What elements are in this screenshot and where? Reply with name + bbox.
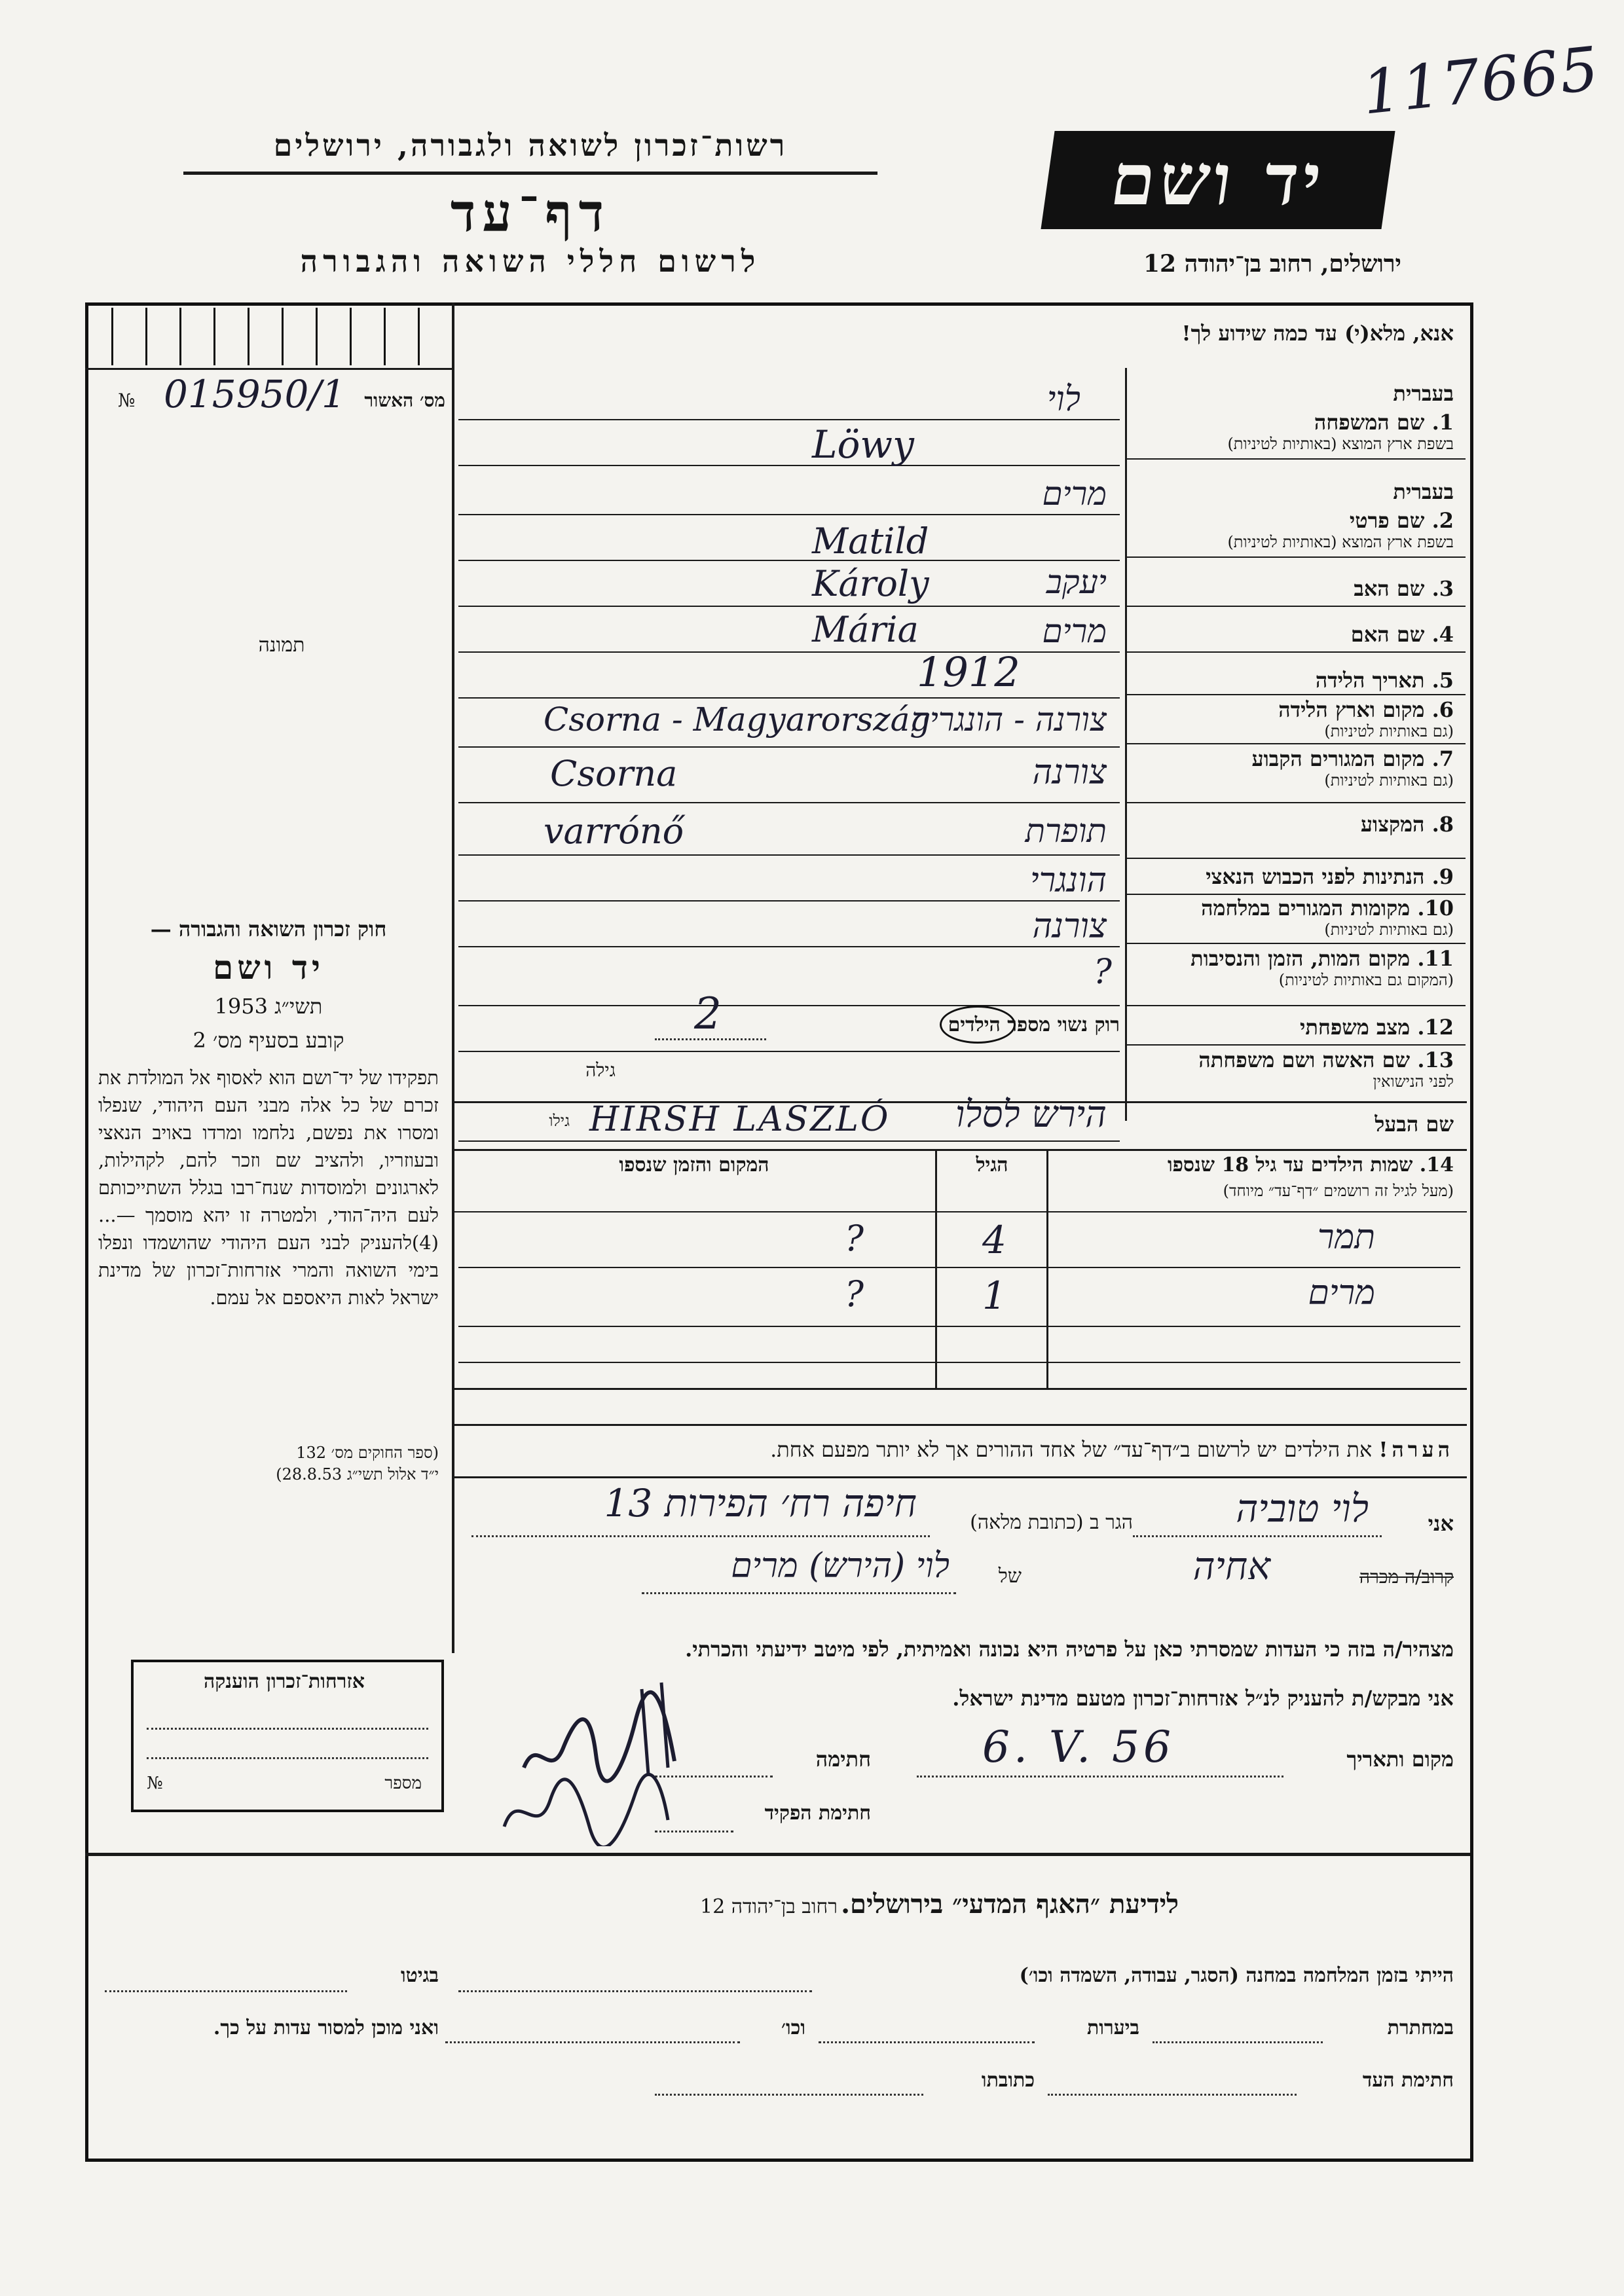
footer-heading-row [458,1889,1179,1920]
of-value: לוי (הירש) מרים [731,1546,950,1586]
footer-line2-a: במחתרת [1387,2016,1454,2039]
children-title: 14. שמות הילדים עד גיל 18 שנספו [1167,1154,1454,1176]
footer-line3-dots-2 [655,2094,923,2096]
child-place: ? [845,1273,864,1315]
declaration-statement: מצהיר/ה בזה כי העדות שמסרתי כאן על פרטיה היא נכונה ואמיתית, לפי מיטב ידיעתי והכרתי. [685,1637,1454,1662]
val-line-5 [458,606,1120,607]
field-1-label: 1. שם המשפחה [1314,410,1454,435]
reference-number: 117665 [1359,33,1603,128]
birth-year: 1912 [917,648,1020,696]
val-line-6 [458,651,1120,653]
declarant-name: לוי טוביה [1236,1486,1369,1531]
child-name: תמר [1317,1218,1375,1257]
authority-underline [183,172,877,175]
footer-line1-dots-2 [105,1990,347,1992]
children-row-sep-3 [458,1362,1460,1363]
logo-text: יד ושם [1105,139,1331,221]
field-2 [1133,479,1454,552]
row-sep-12 [1125,1044,1466,1046]
footer-line3-dots-1 [1048,2094,1297,2096]
place-date-dots [917,1776,1283,1777]
field-10: 10. מקומות המגורים במלחמה (גם באותיות לטיניות) [1201,896,1454,939]
field-6: 6. מקום וארץ הלידה (גם באותיות לטיניות) [1278,697,1454,740]
citizenship-dots-1 [147,1728,428,1730]
field-9: 9. הנתינות לפני הכבוש הנאצי [1206,864,1454,889]
children-row-sep-1 [458,1267,1460,1268]
surname-latin: Löwy [812,422,914,467]
note-line [458,1437,1454,1462]
citizenship-box [131,1660,444,1812]
val-line-4 [458,560,1120,561]
row-sep-10 [1125,943,1466,944]
field-12: 12. מצב משפחתי [1300,1015,1454,1040]
footer-line2-dots-1 [1153,2041,1323,2043]
row-sep-9 [1125,894,1466,895]
relation-value: אחיה [1192,1544,1270,1588]
place-date-label: מקום ותאריך [1346,1747,1454,1772]
father-latin: Károly [812,563,929,604]
children-count-dots [655,1038,766,1040]
note-top-line [452,1424,1467,1426]
footer-line1-b: בגיטו [400,1964,439,1987]
children-col-place: המקום והזמן שנספו [619,1154,769,1176]
row-sep-3 [1125,606,1466,607]
declaration-request: אני מבקש/ת להעניק לנ״ל אזרחות־זכרון מטעם מדינת ישראל. [952,1686,1454,1711]
mother-latin: Mária [812,609,919,650]
relation-label: קרוב/ה מכרה [1359,1566,1454,1588]
birthplace-hebrew: צורנה - הונגריה [910,701,1107,738]
footer-line2-dots-2 [819,2041,1035,2043]
val-line-2 [458,465,1120,466]
field-4: 4. שם האם [1350,622,1454,647]
surname-hebrew: לוי [1046,380,1080,419]
row-sep-2 [1125,556,1466,558]
field-1-hebrew-tag: בעברית [1393,381,1454,406]
row-sep-5 [1125,694,1466,695]
footer-line2-dots-3 [445,2041,740,2043]
row-sep-11 [1125,1005,1466,1006]
page-subtitle: לרשום חללי השואה והגבורה [300,244,761,279]
child-age: 4 [982,1218,1006,1262]
yad-vashem-logo [1041,131,1395,229]
husband-line [458,1140,1120,1142]
form-rows [1126,367,1454,1126]
wife-age-label: גילה [585,1059,616,1081]
footer-heading: לידיעת ״האגף המדעי״ בירושלים. [841,1889,1179,1920]
children-col-age-right [1046,1149,1048,1388]
child-name: מרים [1308,1273,1375,1313]
footer-line1-a: הייתי בזמן המלחמה במחנה (הסגר, עבודה, השמדה וכו׳) [1019,1964,1454,1987]
field-3: 3. שם האב [1354,576,1454,601]
val-line-11 [458,900,1120,902]
birthplace-latin: Csorna - Magyarország [544,701,931,738]
row-sep-6 [1125,743,1466,744]
field-11: 11. מקום המות, הזמן והנסיבות (המקום גם באותיות לטיניות) [1190,946,1454,989]
child-age: 1 [982,1273,1006,1318]
footer-top-line [85,1853,1470,1856]
photo-column-divider [452,302,454,1180]
address-value: חיפה רח׳ הפירות 13 [604,1481,917,1525]
citizenship-no-prefix: № [147,1774,163,1793]
law-year: תשי״ג 1953 [214,994,323,1019]
field-1-sub: בשפת ארץ המוצא (באותיות לטיניות) [1227,435,1454,453]
marital-options: רוק נשוי מספר הילדים [948,1013,1120,1036]
photo-col-bottom [452,1149,454,1653]
of-dots [642,1592,956,1594]
footer-line3-b: כתובתו [981,2069,1035,2092]
children-table-header-sep [452,1211,1467,1212]
law-text: תפקידו של יד־ושם הוא לאסוף אל המולדת את זכרם של כל אלה מבני העם היהודי, שנפלו ומסרו את נפשם, נלחמו ומרדו באויב הנאצי ובעוזריו, ולהציב שם וזכר להם, לקהילות, לארגונים ולמוסדות שנח־רבו בגלל השתייכותם לעם היה־הודי, ולמטרה זו יהא מוסמך —... (4)להעניק לבני העם היהודי שהושמדו ונפלו בימי השואה והמרי אזרחות־זכרון של מדינת ישראל לאות היאספם אל עמם. [98,1066,439,1309]
children-col-age-left [935,1149,937,1388]
children-row-sep-2 [458,1326,1460,1327]
row-sep-1 [1125,458,1466,460]
firstname-latin: Matild [812,520,929,562]
footer-line2-b: ביערות [1086,2016,1139,2039]
authority-name: רשות־זכרון לשואה ולגבורה, ירושלים [273,128,788,163]
photo-label: תמונה [258,634,305,657]
row-sep-4 [1125,651,1466,653]
citizenship-dots-2 [147,1757,428,1759]
note-bottom-line [452,1476,1467,1478]
children-table-bottom [452,1388,1467,1390]
place-date-value: 6. V. 56 [982,1722,1175,1772]
address-dots [471,1535,930,1537]
children-table-top [452,1149,1467,1151]
form-instruction: אנא, מלא(י) עד כמה שידוע לך! [1181,321,1454,346]
father-hebrew: יעקב [1046,563,1107,601]
field-13: 13. שם האשה ושם משפחתה לפני הנישואין [1198,1048,1454,1091]
official-signature-label: חתימת הפקיד [764,1802,871,1825]
mother-hebrew: מרים [1042,612,1107,650]
photo-tick-marks [111,308,439,365]
val-line-7 [458,697,1120,699]
val-line-13 [458,1005,1120,1006]
husband-latin: HIRSH LASZLÓ [589,1100,891,1139]
law-source: (ספר החוקים מס׳ 132 [296,1444,439,1462]
val-line-10 [458,854,1120,856]
signature-label: חתימה [815,1747,871,1772]
val-line-1 [458,419,1120,420]
married-circle [940,1006,1016,1044]
val-line-3 [458,514,1120,515]
field-2-label: 2. שם פרטי [1349,508,1454,533]
children-title-sub: (מעל לגיל זה רושמים ״דף־עד״ מיוחד) [1223,1182,1454,1200]
i-label: אני [1428,1511,1454,1536]
wartime-residence-hebrew: צורנה [1032,907,1107,946]
footer-line2-c: וכו׳ [781,2016,805,2039]
profession-hebrew: תופרת [1025,812,1107,850]
husband-label: שם הבעל [1375,1112,1454,1137]
note-label: הערה! [1378,1437,1454,1462]
field-5: 5. תאריך הלידה [1315,668,1454,693]
val-line-12 [458,946,1120,947]
field-2-sub: בשפת ארץ המוצא (באותיות לטיניות) [1227,533,1454,551]
official-signature [498,1768,674,1846]
field-2-hebrew-tag: בעברית [1393,479,1454,504]
law-name: יד ושם [213,948,324,987]
child-place: ? [845,1218,864,1259]
address-label: הגר ב (כתובת מלאה) [970,1511,1133,1534]
row-sep-8 [1125,858,1466,859]
children-count: 2 [694,989,722,1039]
husband-hebrew: הירש לסלו [955,1093,1107,1136]
photo-top-strip [85,368,452,370]
firstname-hebrew: מרים [1042,475,1107,513]
nationality-hebrew: הונגרי [1029,861,1107,900]
field-1 [1133,381,1454,454]
footer-heading-address: רחוב בן־יהודה 12 [700,1895,838,1918]
note-text: את הילדים יש לרשום ב״דף־עד״ של אחד ההורים אך לא יותר מפעם אחת. [770,1437,1373,1462]
husband-born-label: גילו [549,1112,570,1130]
law-section: קובע בסעיף מס׳ 2 [193,1028,344,1053]
children-col-age: הגיל [976,1154,1008,1176]
header-address: ירושלים, רחוב בן־יהודה 12 [1143,250,1401,278]
approval-number-prefix: № [118,390,136,411]
footer-line1-dots [458,1990,812,1992]
citizenship-box-title: אזרחות־זכרון הוענקה [203,1670,365,1693]
approval-number-label: מס׳ האשור [364,390,445,411]
law-heading: חוק זכרון השואה והגבורה — [150,917,387,941]
residence-hebrew: צורנה [1032,753,1107,792]
page-title: דף־עד [450,182,611,244]
death-place: ? [1094,953,1112,992]
residence-latin: Csorna [550,753,678,794]
val-line-9 [458,802,1120,803]
of-label: של [998,1565,1022,1588]
field-7: 7. מקום המגורים הקבוע (גם באותיות לטיניות) [1251,746,1454,790]
footer-line3-a: חתימת העד [1362,2069,1454,2092]
declarant-dots [1133,1535,1382,1537]
citizenship-no-label: מספר [384,1774,422,1793]
footer-line2-d: ואני מוכן למסור עדות על כך. [213,2016,439,2039]
profession-latin: varrónő [544,811,684,852]
val-line-8 [458,746,1120,748]
field-8: 8. המקצוע [1360,812,1454,837]
approval-number-value: 015950/1 [164,372,346,416]
val-line-14 [458,1051,1120,1052]
row-sep-7 [1125,802,1466,803]
law-date: י״ד אלול תשי״ג 28.8.53) [276,1465,439,1484]
